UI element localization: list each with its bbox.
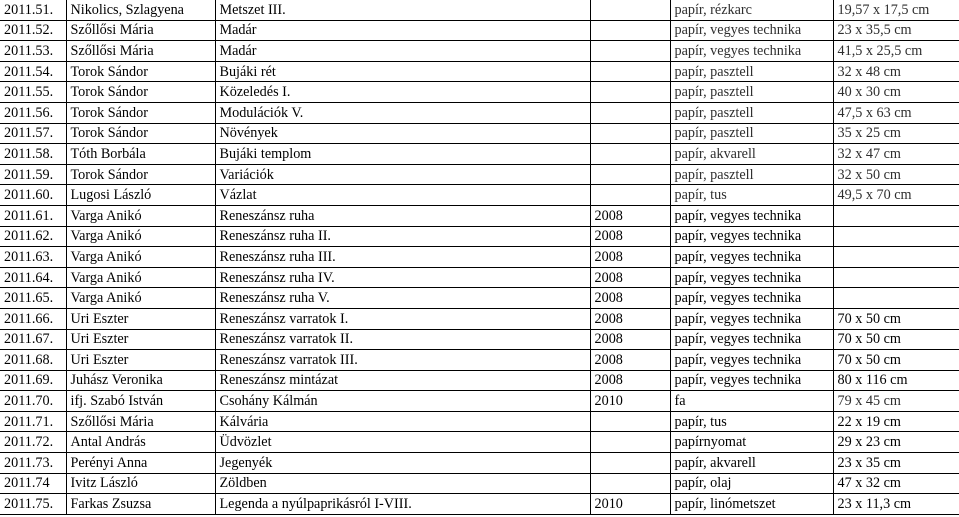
year-cell xyxy=(590,164,670,185)
table-row xyxy=(0,226,959,247)
table-row xyxy=(0,20,959,41)
dimensions-cell xyxy=(833,288,959,309)
year-cell: 2008 xyxy=(590,205,670,226)
year-cell xyxy=(590,144,670,165)
dimensions-cell: 47 x 32 cm xyxy=(833,473,959,494)
title-cell: Reneszánsz varratok I. xyxy=(215,308,590,329)
year-cell xyxy=(590,0,670,20)
artist-cell: Uri Eszter xyxy=(66,308,215,329)
title-cell: Közeledés I. xyxy=(215,82,590,103)
table-row xyxy=(0,267,959,288)
title-cell: Legenda a nyúlpaprikásról I-VIII. xyxy=(215,494,590,515)
inventory-number-cell: 2011.64. xyxy=(0,267,66,288)
table-row xyxy=(0,494,959,515)
dimensions-cell xyxy=(833,247,959,268)
medium-cell: papír, vegyes technika xyxy=(670,308,833,329)
dimensions-cell: 32 x 47 cm xyxy=(833,144,959,165)
inventory-number-cell: 2011.62. xyxy=(0,226,66,247)
artist-cell: Uri Eszter xyxy=(66,350,215,371)
medium-cell: papír, olaj xyxy=(670,473,833,494)
title-cell: Üdvözlet xyxy=(215,432,590,453)
table-row xyxy=(0,329,959,350)
medium-cell: papír, linómetszet xyxy=(670,494,833,515)
inventory-number-cell: 2011.57. xyxy=(0,123,66,144)
medium-cell: papír, vegyes technika xyxy=(670,205,833,226)
inventory-number-cell: 2011.68. xyxy=(0,350,66,371)
year-cell xyxy=(590,453,670,474)
dimensions-cell: 70 x 50 cm xyxy=(833,329,959,350)
artist-cell: Varga Anikó xyxy=(66,288,215,309)
table-row xyxy=(0,288,959,309)
year-cell: 2008 xyxy=(590,247,670,268)
medium-cell: papír, vegyes technika xyxy=(670,370,833,391)
medium-cell: papír, pasztell xyxy=(670,82,833,103)
dimensions-cell: 23 x 35 cm xyxy=(833,453,959,474)
inventory-number-cell: 2011.53. xyxy=(0,41,66,62)
medium-cell: papír, pasztell xyxy=(670,102,833,123)
year-cell: 2008 xyxy=(590,329,670,350)
title-cell: Vázlat xyxy=(215,185,590,206)
table-row xyxy=(0,432,959,453)
dimensions-cell xyxy=(833,226,959,247)
title-cell: Reneszánsz mintázat xyxy=(215,370,590,391)
title-cell: Reneszánsz varratok II. xyxy=(215,329,590,350)
artist-cell: Varga Anikó xyxy=(66,205,215,226)
title-cell: Reneszánsz ruha III. xyxy=(215,247,590,268)
artist-cell: Szőllősi Mária xyxy=(66,20,215,41)
table-row xyxy=(0,102,959,123)
inventory-number-cell: 2011.61. xyxy=(0,205,66,226)
dimensions-cell: 70 x 50 cm xyxy=(833,350,959,371)
table-row xyxy=(0,185,959,206)
inventory-number-cell: 2011.55. xyxy=(0,82,66,103)
title-cell: Madár xyxy=(215,20,590,41)
inventory-number-cell: 2011.72. xyxy=(0,432,66,453)
inventory-number-cell: 2011.73. xyxy=(0,453,66,474)
artist-cell: Ivitz László xyxy=(66,473,215,494)
inventory-number-cell: 2011.71. xyxy=(0,411,66,432)
medium-cell: papírnyomat xyxy=(670,432,833,453)
inventory-number-cell: 2011.75. xyxy=(0,494,66,515)
medium-cell: papír, tus xyxy=(670,411,833,432)
year-cell: 2008 xyxy=(590,288,670,309)
table-row xyxy=(0,391,959,412)
dimensions-cell: 23 x 11,3 cm xyxy=(833,494,959,515)
artist-cell: Torok Sándor xyxy=(66,102,215,123)
medium-cell: papír, vegyes technika xyxy=(670,329,833,350)
dimensions-cell: 49,5 x 70 cm xyxy=(833,185,959,206)
inventory-number-cell: 2011.74 xyxy=(0,473,66,494)
artist-cell: Antal András xyxy=(66,432,215,453)
artist-cell: Farkas Zsuzsa xyxy=(66,494,215,515)
artist-cell: Torok Sándor xyxy=(66,164,215,185)
year-cell xyxy=(590,82,670,103)
artist-cell: Torok Sándor xyxy=(66,61,215,82)
artist-cell: Varga Anikó xyxy=(66,226,215,247)
inventory-number-cell: 2011.70. xyxy=(0,391,66,412)
year-cell xyxy=(590,432,670,453)
inventory-number-cell: 2011.69. xyxy=(0,370,66,391)
dimensions-cell: 23 x 35,5 cm xyxy=(833,20,959,41)
year-cell: 2008 xyxy=(590,226,670,247)
title-cell: Metszet III. xyxy=(215,0,590,20)
inventory-number-cell: 2011.60. xyxy=(0,185,66,206)
inventory-number-cell: 2011.58. xyxy=(0,144,66,165)
table-row xyxy=(0,144,959,165)
table-row xyxy=(0,473,959,494)
artist-cell: Torok Sándor xyxy=(66,123,215,144)
title-cell: Csohány Kálmán xyxy=(215,391,590,412)
artist-cell: ifj. Szabó István xyxy=(66,391,215,412)
table-row xyxy=(0,123,959,144)
artist-cell: Szőllősi Mária xyxy=(66,41,215,62)
year-cell xyxy=(590,102,670,123)
artist-cell: Varga Anikó xyxy=(66,247,215,268)
artist-cell: Perényi Anna xyxy=(66,453,215,474)
dimensions-cell: 29 x 23 cm xyxy=(833,432,959,453)
inventory-number-cell: 2011.51. xyxy=(0,0,66,20)
table-row xyxy=(0,205,959,226)
inventory-number-cell: 2011.67. xyxy=(0,329,66,350)
year-cell: 2008 xyxy=(590,308,670,329)
medium-cell: papír, vegyes technika xyxy=(670,226,833,247)
title-cell: Zöldben xyxy=(215,473,590,494)
artist-cell: Lugosi László xyxy=(66,185,215,206)
medium-cell: papír, vegyes technika xyxy=(670,247,833,268)
inventory-number-cell: 2011.56. xyxy=(0,102,66,123)
title-cell: Madár xyxy=(215,41,590,62)
medium-cell: fa xyxy=(670,391,833,412)
table-row xyxy=(0,61,959,82)
medium-cell: papír, akvarell xyxy=(670,144,833,165)
dimensions-cell: 70 x 50 cm xyxy=(833,308,959,329)
medium-cell: papír, vegyes technika xyxy=(670,41,833,62)
dimensions-cell xyxy=(833,267,959,288)
title-cell: Jegenyék xyxy=(215,453,590,474)
year-cell: 2008 xyxy=(590,370,670,391)
artist-cell: Varga Anikó xyxy=(66,267,215,288)
artist-cell: Juhász Veronika xyxy=(66,370,215,391)
dimensions-cell: 32 x 48 cm xyxy=(833,61,959,82)
title-cell: Bujáki rét xyxy=(215,61,590,82)
inventory-number-cell: 2011.54. xyxy=(0,61,66,82)
title-cell: Reneszánsz ruha xyxy=(215,205,590,226)
year-cell: 2010 xyxy=(590,391,670,412)
dimensions-cell: 79 x 45 cm xyxy=(833,391,959,412)
medium-cell: papír, pasztell xyxy=(670,164,833,185)
title-cell: Reneszánsz varratok III. xyxy=(215,350,590,371)
title-cell: Növények xyxy=(215,123,590,144)
dimensions-cell: 47,5 x 63 cm xyxy=(833,102,959,123)
table-row xyxy=(0,453,959,474)
table-row xyxy=(0,411,959,432)
table-row xyxy=(0,350,959,371)
inventory-number-cell: 2011.65. xyxy=(0,288,66,309)
table-row xyxy=(0,370,959,391)
medium-cell: papír, vegyes technika xyxy=(670,267,833,288)
dimensions-cell: 35 x 25 cm xyxy=(833,123,959,144)
medium-cell: papír, akvarell xyxy=(670,453,833,474)
artist-cell: Nikolics, Szlagyena xyxy=(66,0,215,20)
inventory-number-cell: 2011.66. xyxy=(0,308,66,329)
medium-cell: papír, vegyes technika xyxy=(670,20,833,41)
year-cell xyxy=(590,473,670,494)
inventory-number-cell: 2011.52. xyxy=(0,20,66,41)
title-cell: Reneszánsz ruha IV. xyxy=(215,267,590,288)
year-cell: 2008 xyxy=(590,350,670,371)
medium-cell: papír, pasztell xyxy=(670,123,833,144)
inventory-number-cell: 2011.63. xyxy=(0,247,66,268)
table-row xyxy=(0,308,959,329)
table-row xyxy=(0,82,959,103)
table-row xyxy=(0,0,959,20)
table-row xyxy=(0,247,959,268)
dimensions-cell: 80 x 116 cm xyxy=(833,370,959,391)
medium-cell: papír, vegyes technika xyxy=(670,288,833,309)
medium-cell: papír, tus xyxy=(670,185,833,206)
medium-cell: papír, rézkarc xyxy=(670,0,833,20)
table-row xyxy=(0,164,959,185)
year-cell xyxy=(590,20,670,41)
year-cell xyxy=(590,41,670,62)
year-cell xyxy=(590,123,670,144)
dimensions-cell: 22 x 19 cm xyxy=(833,411,959,432)
dimensions-cell: 32 x 50 cm xyxy=(833,164,959,185)
title-cell: Modulációk V. xyxy=(215,102,590,123)
artist-cell: Szőllősi Mária xyxy=(66,411,215,432)
dimensions-cell xyxy=(833,205,959,226)
artist-cell: Torok Sándor xyxy=(66,82,215,103)
table-row xyxy=(0,41,959,62)
year-cell xyxy=(590,411,670,432)
year-cell xyxy=(590,61,670,82)
title-cell: Bujáki templom xyxy=(215,144,590,165)
title-cell: Kálvária xyxy=(215,411,590,432)
dimensions-cell: 41,5 x 25,5 cm xyxy=(833,41,959,62)
year-cell: 2008 xyxy=(590,267,670,288)
medium-cell: papír, vegyes technika xyxy=(670,350,833,371)
dimensions-cell: 19,57 x 17,5 cm xyxy=(833,0,959,20)
year-cell: 2010 xyxy=(590,494,670,515)
medium-cell: papír, pasztell xyxy=(670,61,833,82)
artist-cell: Tóth Borbála xyxy=(66,144,215,165)
title-cell: Reneszánsz ruha V. xyxy=(215,288,590,309)
title-cell: Reneszánsz ruha II. xyxy=(215,226,590,247)
inventory-number-cell: 2011.59. xyxy=(0,164,66,185)
artist-cell: Uri Eszter xyxy=(66,329,215,350)
year-cell xyxy=(590,185,670,206)
dimensions-cell: 40 x 30 cm xyxy=(833,82,959,103)
title-cell: Variációk xyxy=(215,164,590,185)
